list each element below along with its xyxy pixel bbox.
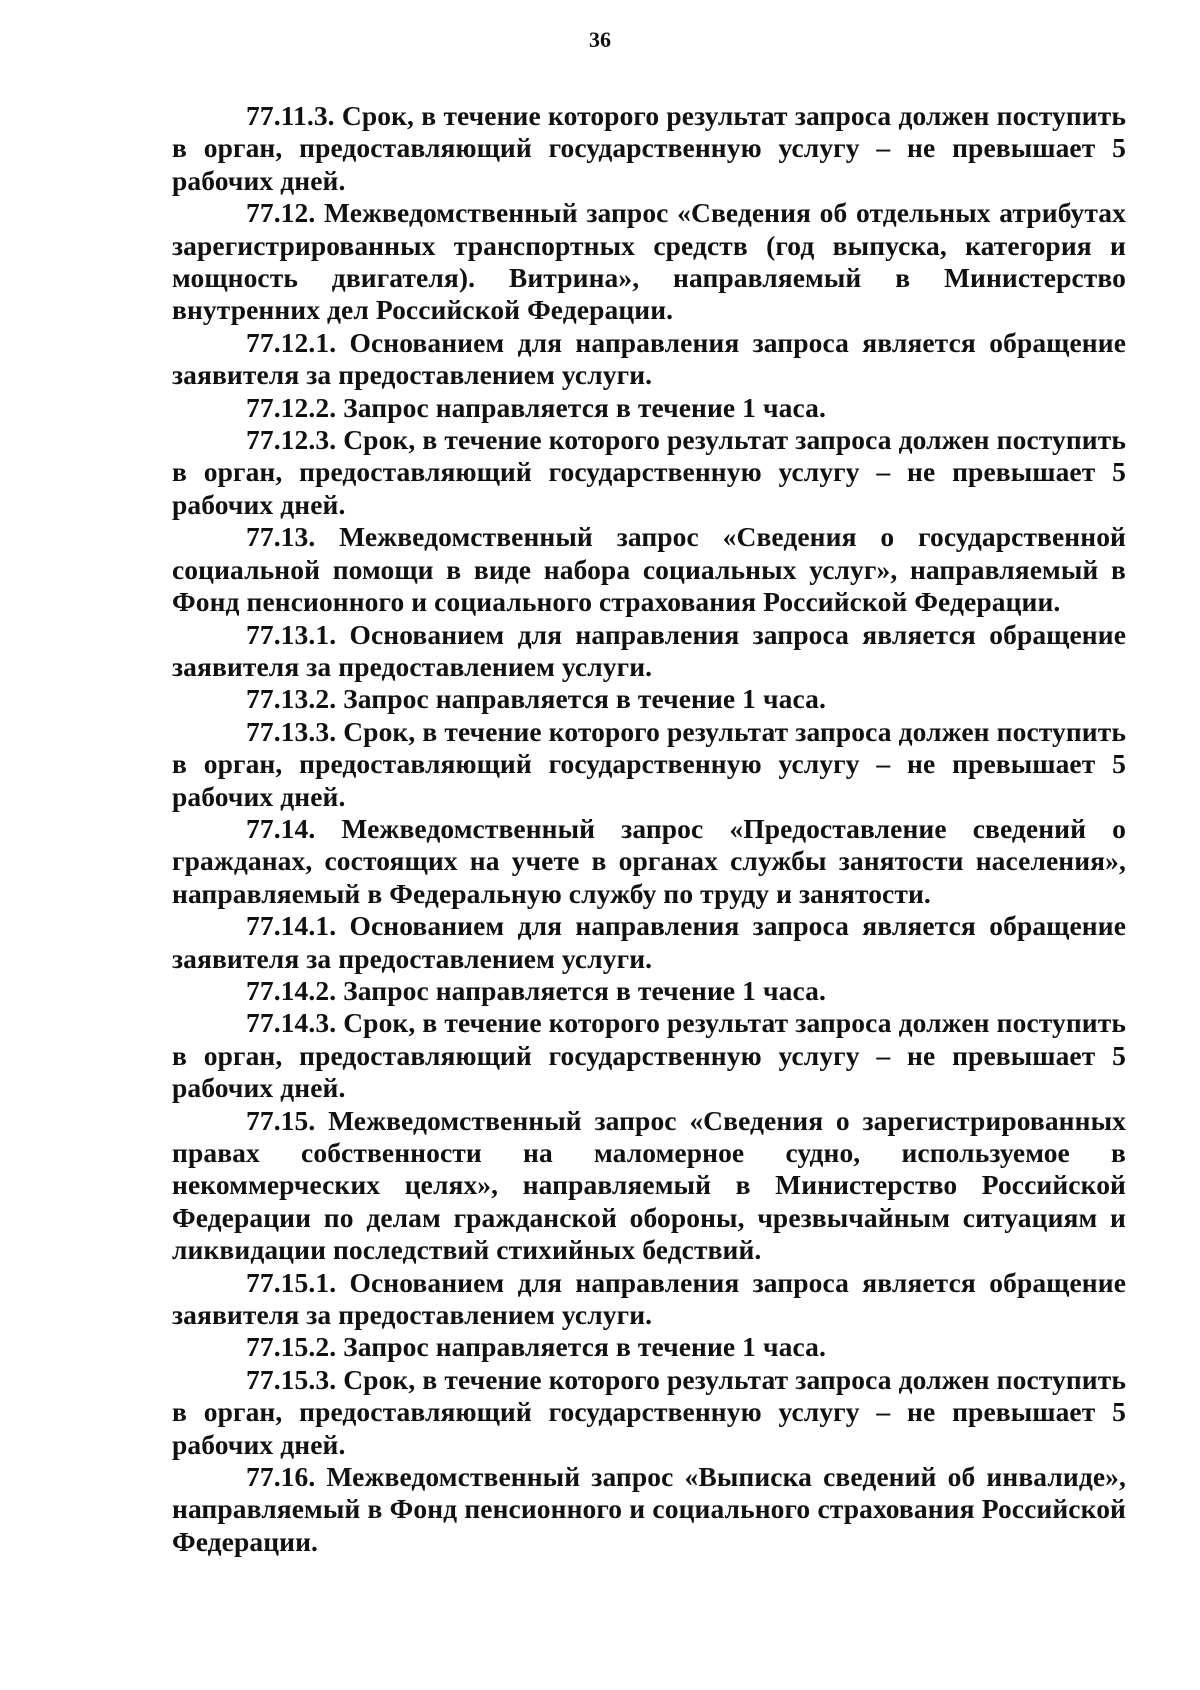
paragraph-77-12-3: 77.12.3. Срок, в течение которого результат запроса должен поступить в орган, предоставляющий государственную услугу – не превышает 5 рабочих дней.	[172, 424, 1126, 520]
paragraph-77-13-1: 77.13.1. Основанием для направления запроса является обращение заявителя за предоставлением услуги.	[172, 618, 1126, 682]
paragraph-77-13-3: 77.13.3. Срок, в течение которого результат запроса должен поступить в орган, предоставляющий государственную услугу – не превышает 5 рабочих дней.	[172, 715, 1126, 812]
page-number: 36	[589, 27, 611, 52]
paragraph-77-12-1: 77.12.1. Основанием для направления запроса является обращение заявителя за предоставлением услуги.	[172, 326, 1126, 391]
paragraph-77-16: 77.16. Межведомственный запрос «Выписка сведений об инвалиде», направляемый в Фонд пенсионного и социального страхования Российской Федерации.	[172, 1461, 1126, 1557]
paragraph-77-14-2: 77.14.2. Запрос направляется в течение 1 часа.	[246, 974, 826, 1006]
paragraph-77-15-2: 77.15.2. Запрос направляется в течение 1 часа.	[246, 1331, 826, 1363]
paragraph-77-13-2: 77.13.2. Запрос направляется в течение 1 часа.	[246, 683, 826, 715]
paragraph-77-13: 77.13. Межведомственный запрос «Сведения о государственной социальной помощи в виде набора социальных услуг», направляемый в Фонд пенсионного и социального страхования Российской Федерации.	[172, 521, 1126, 618]
paragraph-77-14: 77.14. Межведомственный запрос «Предоставление сведений о гражданах, состоящих на учете в органах службы занятости населения», направляемый в Федеральную службу по труду и занятости.	[172, 812, 1126, 909]
paragraph-77-15-1: 77.15.1. Основанием для направления запроса является обращение заявителя за предоставлением услуги.	[172, 1266, 1126, 1331]
paragraph-77-14-3: 77.14.3. Срок, в течение которого результат запроса должен поступить в орган, предоставляющий государственную услугу – не превышает 5 рабочих дней.	[172, 1007, 1126, 1104]
paragraph-77-15-3: 77.15.3. Срок, в течение которого результат запроса должен поступить в орган, предоставляющий государственную услугу – не превышает 5 рабочих дней.	[172, 1363, 1126, 1460]
paragraph-77-11-3: 77.11.3. Срок, в течение которого результат запроса должен поступить в орган, предоставляющий государственную услугу – не превышает 5 рабочих дней.	[172, 100, 1126, 196]
paragraph-77-14-1: 77.14.1. Основанием для направления запроса является обращение заявителя за предоставлением услуги.	[172, 910, 1126, 974]
paragraph-77-12: 77.12. Межведомственный запрос «Сведения об отдельных атрибутах зарегистрированных транспортных средств (год выпуска, категория и мощность двигателя). Витрина», направляемый в Министерство внутренних дел Российской Федерации.	[172, 197, 1126, 326]
paragraph-77-15: 77.15. Межведомственный запрос «Сведения о зарегистрированных правах собственности на маломерное судно, используемое в некоммерческих целях», направляемый в Министерство Российской Федерации по делам гражданской обороны, чрезвычайным ситуациям и ликвидации последствий стихийных бедствий.	[172, 1104, 1126, 1266]
paragraph-77-12-2: 77.12.2. Запрос направляется в течение 1 часа.	[246, 391, 826, 423]
document-body	[172, 100, 1126, 1558]
